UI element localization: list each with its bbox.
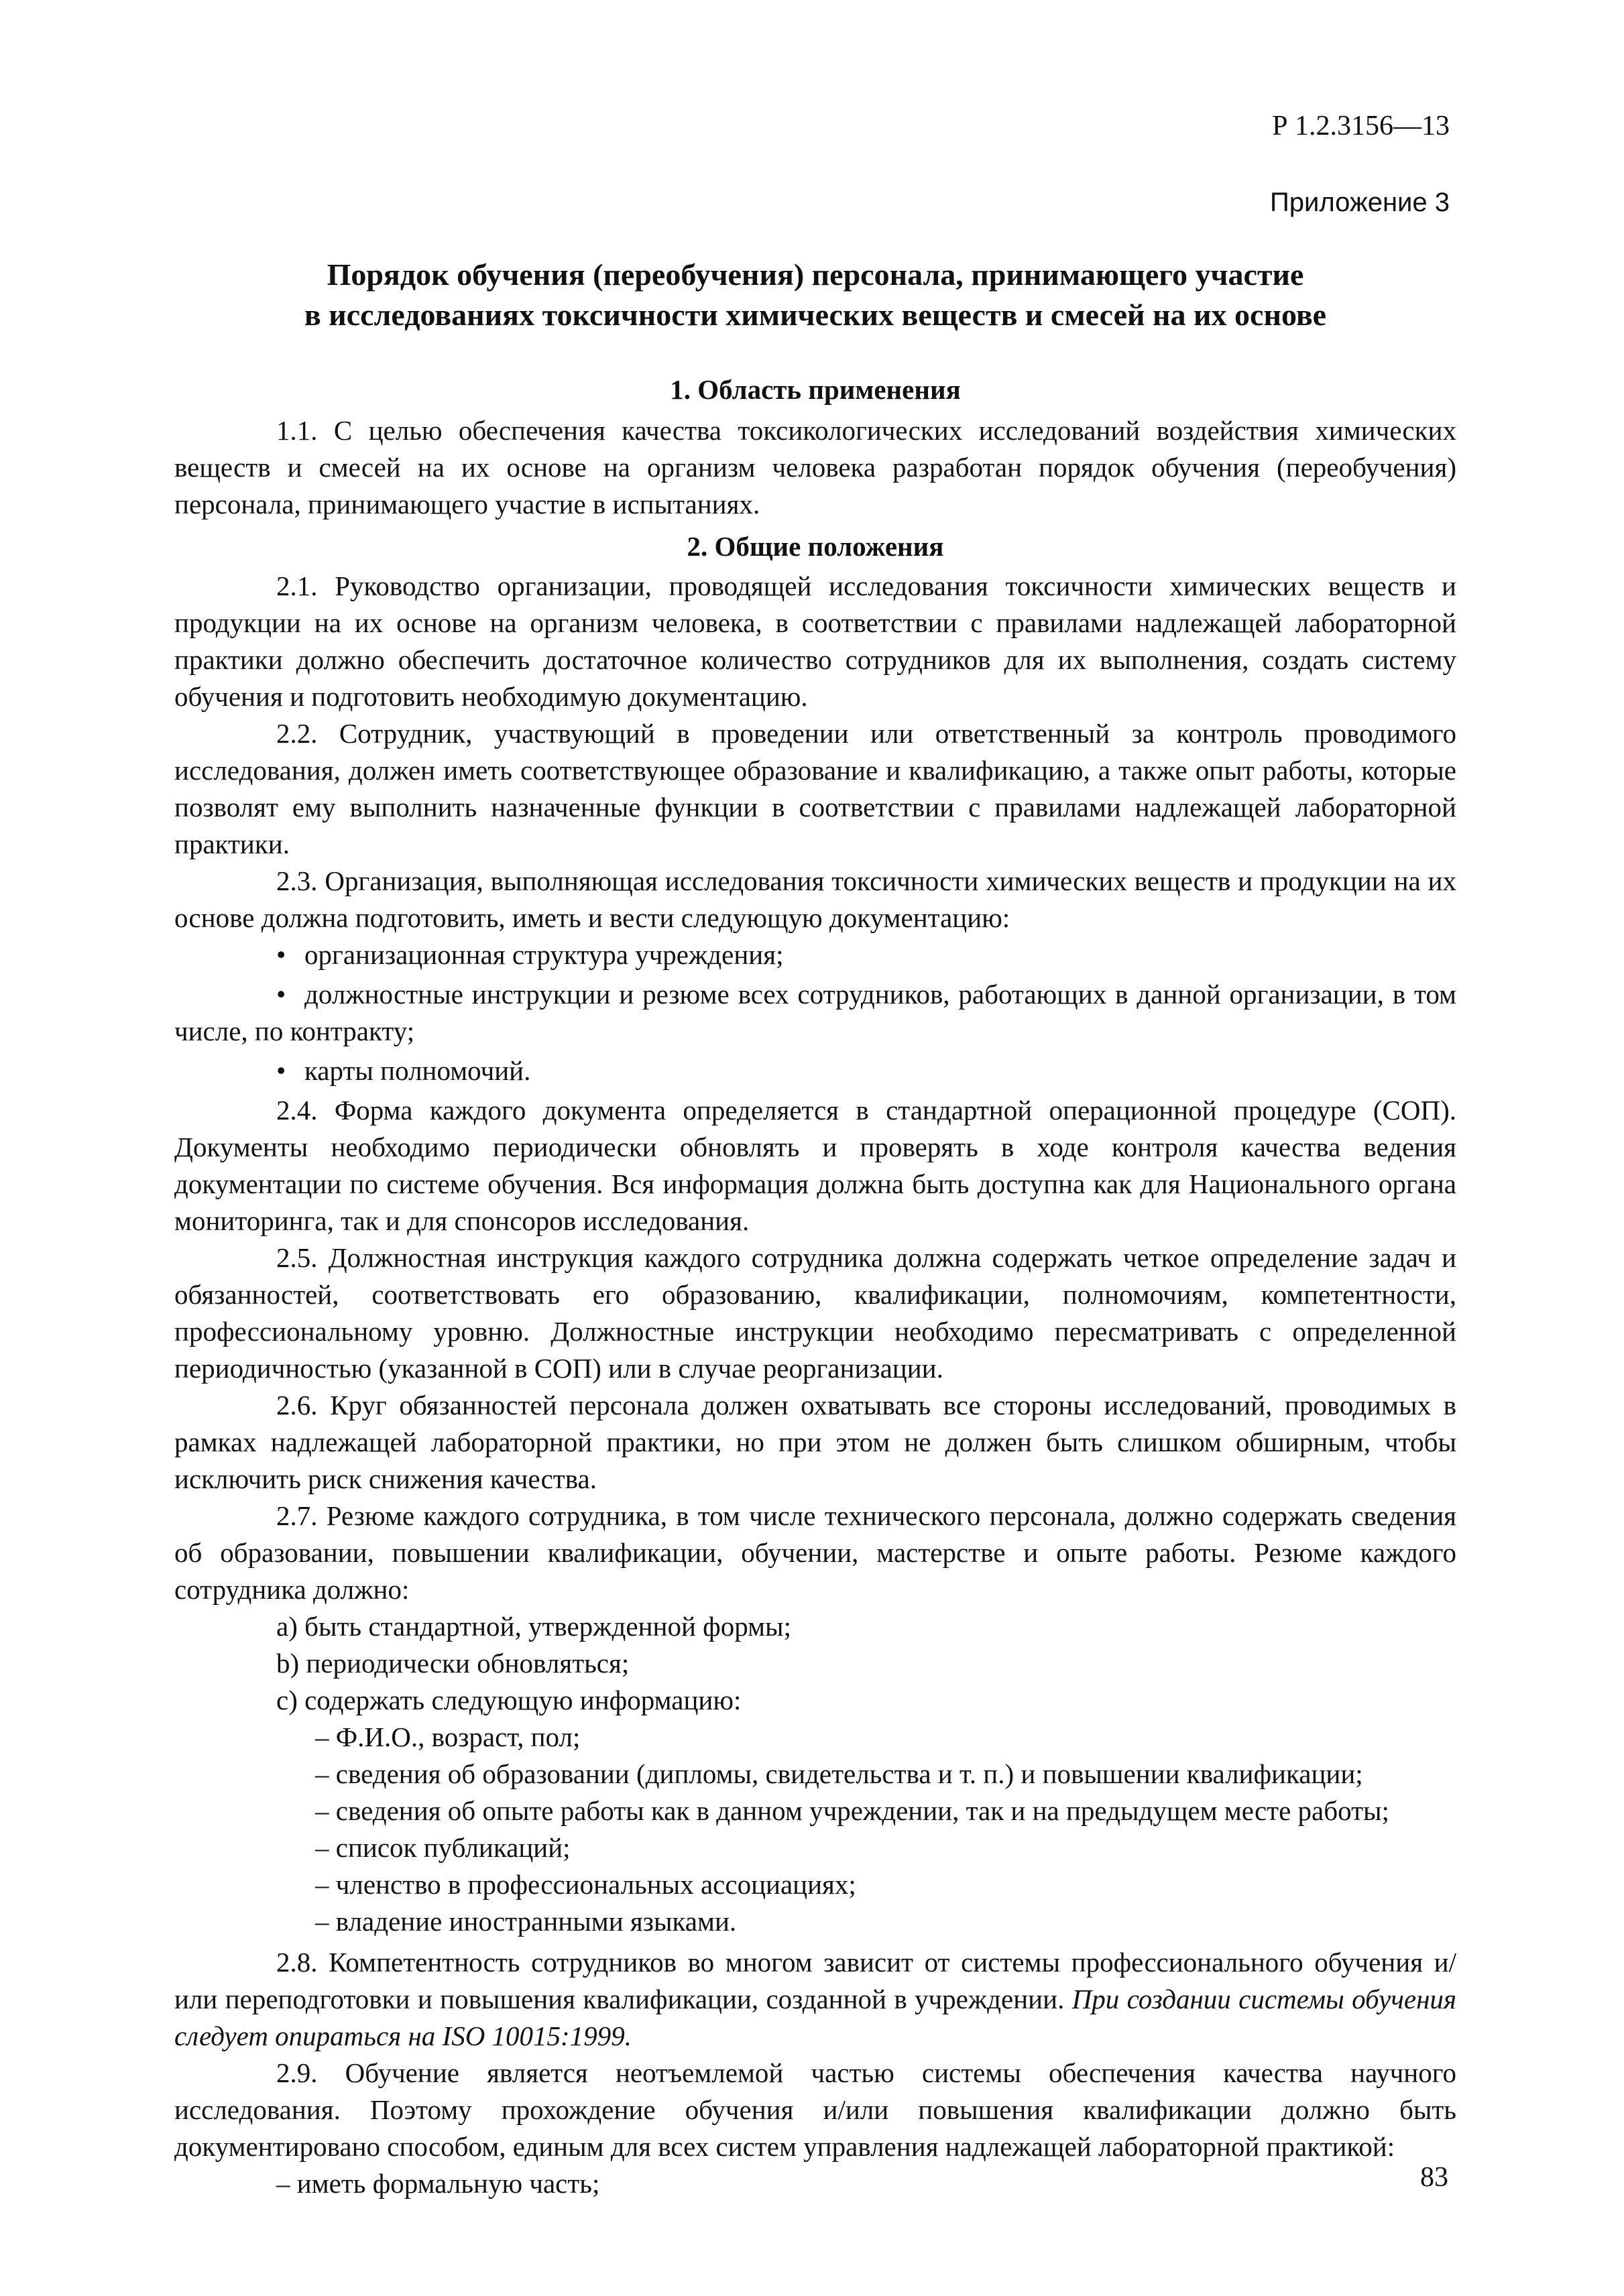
document-title bbox=[174, 255, 1456, 335]
paragraph-2-4: 2.4. Форма каждого документа определяется в стандартной операционной процедуре (СОП). Документы необходимо периодически обновлять и проверять в ходе контроля качества ведения документации по системе обучения. Вся информация должна быть доступна как для Национального органа мониторинга, так и для спонсоров исследования. bbox=[174, 1095, 1456, 1236]
dash-item: – сведения об опыте работы как в данном учреждении, так и на предыдущем месте работы; bbox=[315, 1795, 1389, 1826]
bullet-mark: • bbox=[276, 979, 286, 1010]
bullet-text: организационная структура учреждения; bbox=[304, 939, 784, 970]
paragraph-2-7: 2.7. Резюме каждого сотрудника, в том числе технического персонала, должно содержать сведения об образовании, повышении квалификации, обучении, мастерстве и опыте работы. Резюме каждого сотрудника должно: bbox=[174, 1500, 1456, 1605]
title-line-2: в исследованиях токсичности химических веществ и смесей на их основе bbox=[304, 298, 1327, 332]
section-2-body bbox=[174, 568, 1456, 2202]
paragraph-2-3: 2.3. Организация, выполняющая исследования токсичности химических веществ и продукции на их основе должна подготовить, иметь и вести следующую документацию: bbox=[174, 865, 1456, 933]
paragraph-2-8 bbox=[174, 1944, 1456, 2055]
bullet-item bbox=[174, 936, 1456, 973]
bullet-mark: • bbox=[276, 1055, 286, 1086]
list-item-a: а) быть стандартной, утвержденной формы; bbox=[276, 1611, 791, 1642]
paragraph-2-2: 2.2. Сотрудник, участвующий в проведении или ответственный за контроль проводимого исследования, должен иметь соответствующее образование и квалификацию, а также опыт работы, которые позволят ему выполнить назначенные функции в соответствии с правилами надлежащей лабораторной практики. bbox=[174, 718, 1456, 859]
paragraph-2-5: 2.5. Должностная инструкция каждого сотрудника должна содержать четкое определение задач и обязанностей, соответствовать его образованию, квалификации, полномочиям, компетентности, профессиональному уровню. Должностные инструкции необходимо пересматривать с определенной периодичностью (указанной в СОП) или в случае реорганизации. bbox=[174, 1242, 1456, 1384]
list-item-b: b) периодически обновляться; bbox=[276, 1648, 630, 1679]
section-2-heading: 2. Общие положения bbox=[687, 531, 944, 562]
dash-item: – список публикаций; bbox=[315, 1832, 571, 1863]
document-code: Р 1.2.3156—13 bbox=[1272, 111, 1450, 141]
dash-item: – членство в профессиональных ассоциациях; bbox=[315, 1869, 856, 1900]
paragraph-2-8-italic: При создании системы обучения следует опираться на ISO 10015:1999. bbox=[174, 1984, 1456, 2051]
section-1-body bbox=[174, 412, 1456, 523]
bullet-item bbox=[174, 976, 1456, 1050]
title-line-1: Порядок обучения (переобучения) персонала, принимающего участие bbox=[327, 257, 1304, 292]
bullet-text: должностные инструкции и резюме всех сотрудников, работающих в данной организации, в том числе, по контракту; bbox=[174, 979, 1456, 1046]
paragraph-2-6: 2.6. Круг обязанностей персонала должен охватывать все стороны исследований, проводимых в рамках надлежащей лабораторной практики, но при этом не должен быть слишком обширным, чтобы исключить риск снижения качества. bbox=[174, 1390, 1456, 1494]
paragraph-2-8-text: 2.8. Компетентность сотрудников во многом зависит от системы профессионального обучения и/или переподготовки и повышения квалификации, созданной в учреждении. bbox=[174, 1947, 1456, 2014]
paragraph-2-1: 2.1. Руководство организации, проводящей исследования токсичности химических веществ и продукции на их основе на организм человека, в соответствии с правилами надлежащей лабораторной практики должно обеспечить достаточное количество сотрудников для их выполнения, создать систему обучения и подготовить необходимую документацию. bbox=[174, 570, 1456, 712]
paragraph-1-1: 1.1. С целью обеспечения качества токсикологических исследований воздействия химических веществ и смесей на их основе на организм человека разработан порядок обучения (переобучения) персонала, принимающего участие в испытаниях. bbox=[174, 415, 1456, 520]
dash-item: – Ф.И.О., возраст, пол; bbox=[315, 1721, 581, 1752]
bullet-text: карты полномочий. bbox=[304, 1055, 531, 1086]
page-number: 83 bbox=[1420, 2162, 1448, 2193]
appendix-label: Приложение 3 bbox=[1270, 188, 1450, 217]
dash-item: – сведения об образовании (дипломы, свидетельства и т. п.) и повышении квалификации; bbox=[315, 1758, 1363, 1789]
dash-item: – владение иностранными языками. bbox=[315, 1906, 737, 1937]
section-1-heading: 1. Область применения bbox=[670, 374, 961, 405]
bullet-item bbox=[174, 1052, 1456, 1089]
list-item-c: с) содержать следующую информацию: bbox=[276, 1685, 742, 1715]
paragraph-2-9: 2.9. Обучение является неотъемлемой частью системы обеспечения качества научного исследования. Поэтому прохождение обучения и/или повышения квалификации должно быть документировано способом, единым для всех систем управления надлежащей лабораторной практикой: bbox=[174, 2057, 1456, 2162]
bullet-mark: • bbox=[276, 939, 286, 970]
dash-item: – иметь формальную часть; bbox=[276, 2168, 600, 2199]
